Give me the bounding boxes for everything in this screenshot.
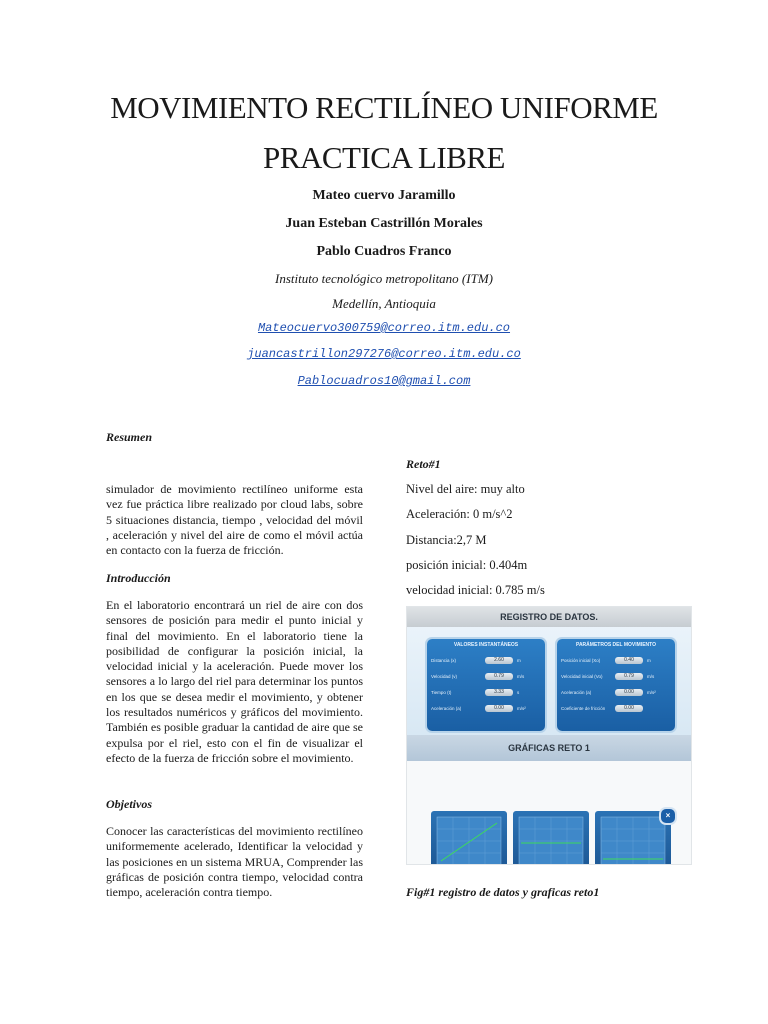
- reto-line-position: posición inicial: 0.404m: [406, 558, 528, 572]
- email-link-2[interactable]: juancastrillon297276@correo.itm.edu.co: [247, 347, 521, 361]
- instant-row: [431, 671, 543, 683]
- param-row: [561, 671, 673, 683]
- row-unit: m/s²: [517, 706, 526, 711]
- instant-values-panel: [427, 639, 545, 731]
- email-link-1[interactable]: Mateocuervo300759@correo.itm.edu.co: [257, 321, 511, 335]
- simulator-screenshot-figure: [406, 606, 692, 865]
- row-label: Velocidad (v): [431, 674, 458, 679]
- param-row: [561, 687, 673, 699]
- row-label: Velocidad inicial (Vo): [561, 674, 603, 679]
- reto-line-distance: Distancia:2,7 M: [406, 533, 487, 547]
- introduccion-heading: Introducción: [106, 571, 171, 585]
- author-3: Pablo Cuadros Franco: [316, 244, 452, 259]
- paper-title-line1: MOVIMIENTO RECTILÍNEO UNIFORME: [110, 90, 658, 125]
- velocity-time-plot: [513, 811, 589, 865]
- row-label: Coeficiente de fricción: [561, 706, 606, 711]
- position-time-graph: [431, 811, 507, 865]
- row-value: 3.33: [485, 689, 513, 696]
- objetivos-heading: Objetivos: [106, 797, 152, 811]
- velocity-time-graph: [513, 811, 589, 865]
- instant-values-title: VALORES INSTANTÁNEOS: [453, 642, 519, 648]
- param-row: [561, 703, 673, 715]
- movement-params-title: PARÁMETROS DEL MOVIMIENTO: [575, 642, 656, 648]
- row-unit: m/s²: [647, 690, 656, 695]
- row-label: Distancia (x): [431, 658, 457, 663]
- row-value: 0.00: [485, 705, 513, 712]
- row-value: 0.79: [615, 673, 643, 680]
- close-icon[interactable]: ×: [659, 807, 677, 825]
- instant-row: [431, 703, 543, 715]
- row-value: 2.60: [485, 657, 513, 664]
- affiliation-institution: Instituto tecnológico metropolitano (ITM): [275, 271, 493, 286]
- data-panels-area: [407, 627, 691, 735]
- row-label: Aceleración (a): [431, 706, 462, 711]
- row-unit: m/s: [647, 674, 655, 679]
- row-unit: m: [647, 658, 651, 663]
- reto-line-velocity: velocidad inicial: 0.785 m/s: [406, 583, 545, 597]
- objetivos-paragraph: Conocer las características del movimiento rectilíneo uniformemente acelerado, Identificar la velocidad y las posiciones en un sistema MRUA, Comprender las gráficas de posición contra tiempo, velocidad contra tiempo, aceleración contra tiempo.: [106, 824, 363, 900]
- row-unit: m: [517, 658, 521, 663]
- reto-line-acceleration: Aceleración: 0 m/s^2: [406, 507, 513, 521]
- reto-heading: Reto#1: [406, 457, 441, 471]
- resumen-paragraph: simulador de movimiento rectilíneo uniforme esta vez fue práctica libre realizado por cloud labs, sobre 5 situaciones distancia, tiempo , velocidad del móvil , aceleración y nivel del aire de como el móvil actúa en contacto con la fuerza de fricción.: [106, 482, 363, 558]
- email-link-3[interactable]: Pablocuadros10@gmail.com: [297, 374, 471, 388]
- graficas-header: GRÁFICAS RETO 1: [407, 735, 691, 761]
- affiliation-location: Medellín, Antioquia: [332, 296, 436, 311]
- param-row: [561, 655, 673, 667]
- row-unit: s: [517, 690, 520, 695]
- row-label: Tiempo (t): [431, 690, 452, 695]
- resumen-heading: Resumen: [106, 430, 153, 444]
- author-1: Mateo cuervo Jaramillo: [312, 188, 456, 203]
- figure-caption: Fig#1 registro de datos y graficas reto1: [406, 885, 600, 899]
- instant-row: [431, 655, 543, 667]
- reto-line-air: Nivel del aire: muy alto: [406, 482, 525, 496]
- row-value: 0.00: [615, 689, 643, 696]
- row-label: Posición inicial (Xo): [561, 658, 601, 663]
- instant-row: [431, 687, 543, 699]
- row-value: 0.79: [485, 673, 513, 680]
- introduccion-paragraph: En el laboratorio encontrará un riel de aire con dos sensores de posición para medir el punto inicial y final del movimiento. En el laboratorio tiene la posibilidad de configurar la posición inicial, la velocidad inicial y la aceleración. Puede mover los sensores a lo largo del riel para determinar los puntos en los que se desea medir el movimiento, y obtener los resultados numéricos y gráficos del movimiento. También es posible graduar la cantidad de aire que se expulsa por el riel, esto con el fin de visualizar el efecto de la fuerza de fricción sobre el movimiento.: [106, 598, 363, 765]
- row-value: 0.00: [615, 705, 643, 712]
- row-unit: m/s: [517, 674, 525, 679]
- author-2: Juan Esteban Castrillón Morales: [285, 216, 483, 231]
- movement-params-panel: [557, 639, 675, 731]
- registro-header: REGISTRO DE DATOS.: [407, 607, 691, 627]
- paper-title-line2: PRACTICA LIBRE: [263, 140, 505, 175]
- position-time-plot: [431, 811, 507, 865]
- row-label: Aceleración (a): [561, 690, 592, 695]
- row-value: 0.40: [615, 657, 643, 664]
- graphs-area: [407, 761, 691, 864]
